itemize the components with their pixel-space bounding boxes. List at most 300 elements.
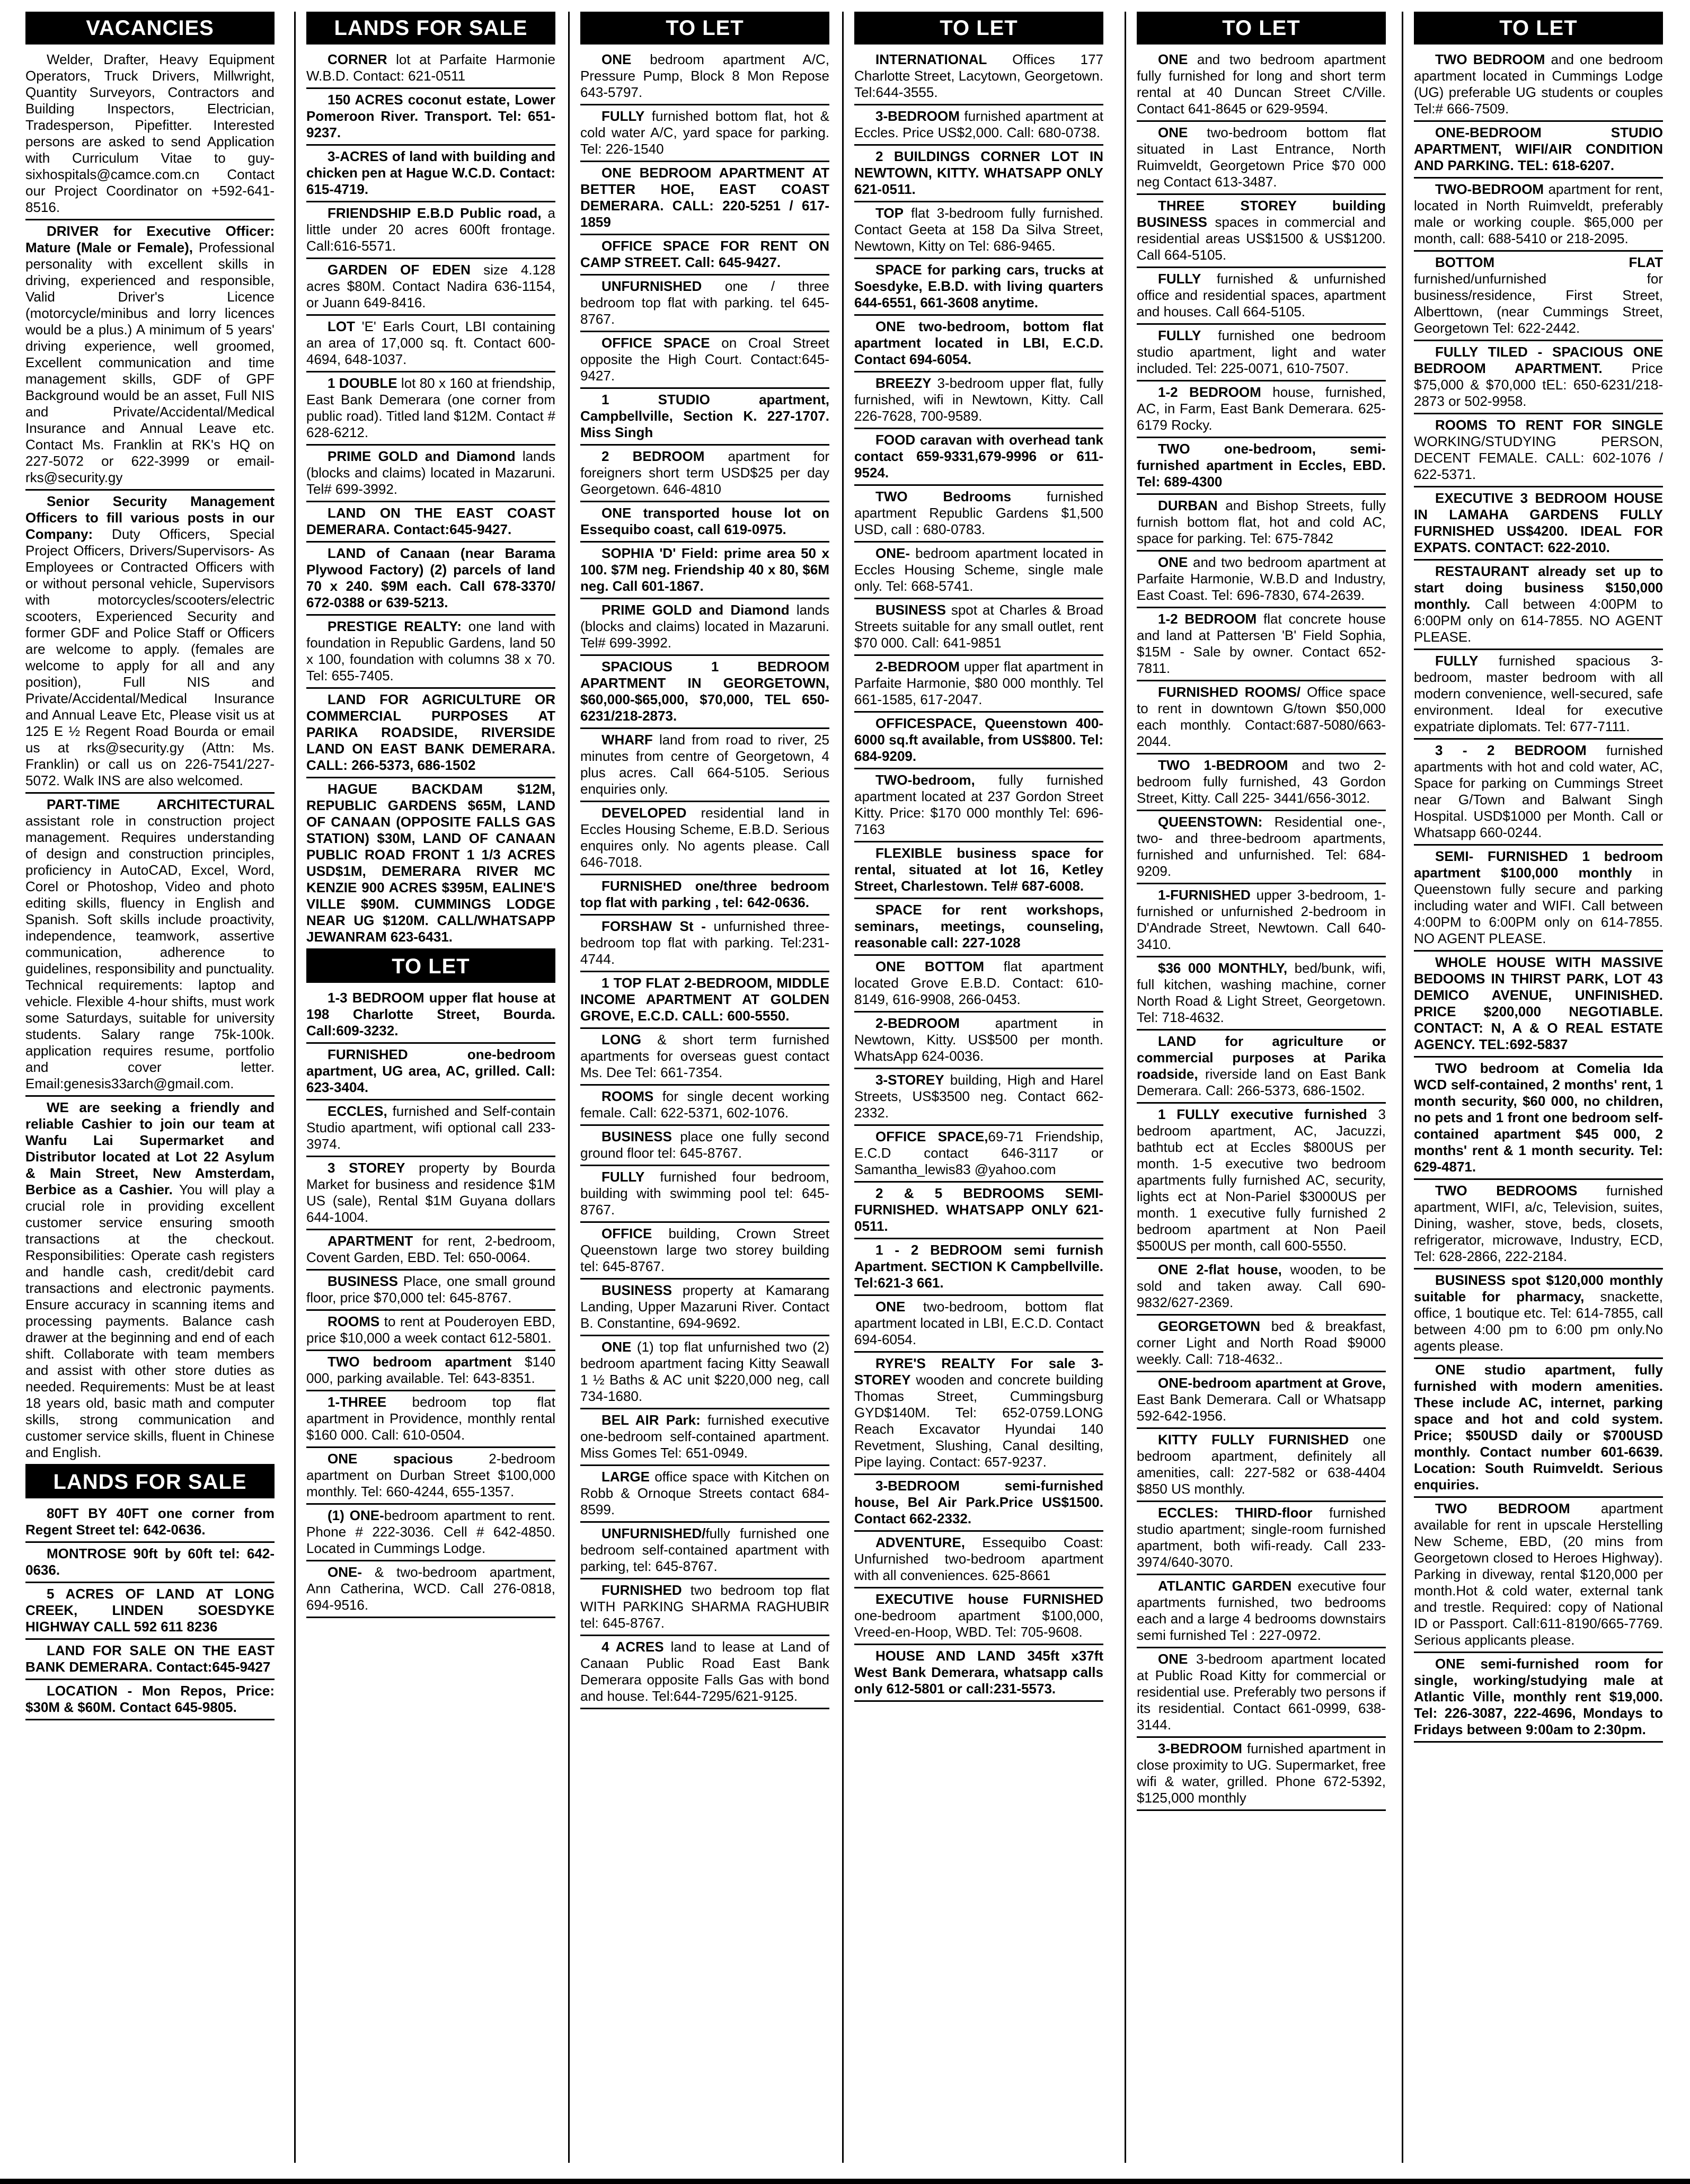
classified-ad [854,599,1103,656]
ad-lead: 1 DOUBLE [328,375,397,391]
ad-body: 2-bedroom apartment on Durban Street $100,000 monthly. Tel: 660-4244, 655-1357. [306,1451,555,1499]
classified-ad [854,1475,1103,1532]
classified-ad [306,987,555,1044]
ad-body: furnished apartment Republic Gardens $1,500 USD, call : 680-0783. [854,489,1103,537]
section-header: TO LET [306,950,555,983]
classified-ad [1137,325,1386,381]
ad-lead: OFFICE SPACE [601,335,710,351]
ad-body: property by Bourda Market for business and residence $1M US (sale), Rental $1M Guyana dollars 644-1004. [306,1160,555,1225]
classified-ad [580,235,829,276]
ad-body: property at Kamarang Landing, Upper Mazaruni River. Contact B. Constantine, 694-9692. [580,1282,829,1331]
ad-lead: FLEXIBLE business space for rental, situated at lot 16, Ketley Street, Charlestown. Tel# 687-6008. [854,845,1103,894]
classified-ad [580,1523,829,1579]
ad-body: bed & breakfast, corner Light and North Road $9000 weekly. Call: 718-4632.. [1137,1318,1386,1367]
ad-body: fully furnished apartment located at 237 Gordon Street Kitty. Price: $170 000 monthly Tel: 696-7163 [854,772,1103,837]
ad-lead: SPACIOUS 1 BEDROOM APARTMENT IN GEORGETOWN, $60,000-$65,000, $70,000, TEL 650-6231/218-2873. [580,659,829,724]
classified-ad [580,276,829,332]
ad-body: office space with Kitchen on Robb & Ornoque Streets contact 684-8599. [580,1469,829,1517]
classified-ad [580,1029,829,1086]
ad-body: apartment for rent, located in North Ruimveldt, preferably male or working couple. $65,000 per month, call: 688-5410 or 218-2095. [1414,181,1663,246]
ad-body: 69-71 Friendship, E.C.D contact 646-3117 or Samantha_lewis83 @yahoo.com [854,1129,1103,1177]
ad-body: & two-bedroom apartment, Ann Catherina, WCD. Call 276-0818, 694-9516. [306,1564,555,1613]
classified-ad [1414,650,1663,740]
ad-lead: $36 000 MONTHLY, [1158,960,1288,976]
ad-lead: PART-TIME ARCHITECTURAL [47,796,275,812]
ad-body: place one fully second ground floor tel: 645-8767. [580,1129,829,1161]
ad-lead: 1 FULLY executive furnished [1158,1106,1367,1122]
ad-body: on Croal Street opposite the High Court. Contact:645-9427. [580,335,829,384]
classified-ad [1414,846,1663,952]
ad-lead: INTERNATIONAL [875,51,987,67]
classified-ad [306,259,555,316]
ad-lead: 3 STOREY [328,1160,405,1176]
ad-lead: BUSINESS spot $120,000 monthly suitable for pharmacy, [1414,1272,1663,1304]
ad-lead: ROOMS TO RENT FOR SINGLE [1435,417,1663,433]
ad-body: apartment for foreigners short term USD$25 per day Georgetown. 646-4810 [580,448,829,497]
classified-ad [1137,754,1386,811]
ad-lead: 1-3 BEDROOM upper flat house at 198 Charlotte Street, Bourda. Call:609-3232. [306,990,555,1038]
section-header: TO LET [580,12,829,45]
classified-ad [1414,1498,1663,1653]
ad-lead: ONE [1158,125,1188,140]
classified-ad [854,1183,1103,1239]
ad-lead: ONE [875,1299,906,1315]
ad-lead: PRIME GOLD and Diamond [328,448,516,464]
ad-body: executive four apartments furnished, two bedrooms each and a large 4 bedrooms downstairs semi furnished Tel : 227-0972. [1137,1578,1386,1643]
classified-ad [1414,952,1663,1058]
ad-body: house, furnished, AC, in Farm, East Bank Demerara. 625-6179 Rocky. [1137,384,1386,433]
ad-lead: FULLY [601,108,645,124]
ad-body: Essequibo Coast: Unfurnished two-bedroom apartment with all conveniences. 625-8661 [854,1534,1103,1583]
ad-body: Office space to rent in downtown G/town $50,000 each monthly. Contact:687-5080/663-2044. [1137,684,1386,749]
ad-lead: FULLY [1158,271,1201,287]
classified-ad [306,1448,555,1505]
ad-lead: SPACE for rent workshops, seminars, meetings, counseling, reasonable call: 227-1028 [854,902,1103,951]
classified-ad [1137,681,1386,754]
column-3 [580,12,829,2160]
ad-lead: ONE 2-flat house, [1158,1262,1282,1277]
classified-ad [580,162,829,235]
ad-body: Place, one small ground floor, price $70,000 tel: 645-8767. [306,1273,555,1306]
section-header: VACANCIES [25,12,275,45]
ad-lead: ADVENTURE, [875,1534,966,1550]
ad-body: furnished bottom flat, hot & cold water A/C, yard space for parking. Tel: 226-1540 [580,108,829,157]
ad-lead: ONE transported house lot on Essequibo coast, call 619-0975. [580,505,829,537]
ad-body: bedroom top flat apartment in Providence, monthly rental $160 000. Call: 610-0504. [306,1394,555,1443]
classified-ad [1137,811,1386,884]
classified-ad [25,1583,275,1640]
classified-ad [1414,1359,1663,1498]
classified-ad [1414,122,1663,179]
ad-lead: 2 BUILDINGS CORNER LOT IN NEWTOWN, KITTY. WHATSAPP ONLY 621-0511. [854,148,1103,197]
classified-ad [1137,49,1386,122]
section-header: TO LET [854,12,1103,45]
classified-ad [1137,495,1386,552]
ad-lead: 1-2 BEDROOM [1158,384,1261,400]
ad-body: 3-bedroom upper flat, fully furnished, wifi in Newtown, Kitty. Call 226-7628, 700-9589. [854,375,1103,424]
classified-ad [854,105,1103,146]
ad-lead: ATLANTIC GARDEN [1158,1578,1292,1594]
ad-lead: 3-ACRES of land with building and chicken pen at Hague W.C.D. Contact: 615-4719. [306,148,555,197]
classified-ad [1414,341,1663,414]
ad-lead: BUSINESS [875,602,946,618]
ad-body: a little under 20 acres 600ft frontage. Call:616-5571. [306,205,555,254]
classified-ad [580,332,829,389]
ad-body: one bedroom apartment, definitely all amenities, call: 227-582 or 638-4404 $850 US monthly. [1137,1432,1386,1497]
classified-ad [1137,1738,1386,1811]
ad-lead: APARTMENT [328,1233,413,1249]
ad-body: fully furnished one bedroom self-contained apartment with parking, tel: 645-8767. [580,1525,829,1574]
ad-lead: LOCATION - Mon Repos, Price: $30M & $60M. Contact 645-9805. [25,1683,275,1715]
ad-lead: ONE two-bedroom, bottom flat apartment located in LBI, E.C.D. Contact 694-6054. [854,318,1103,367]
ad-lead: LONG [601,1032,642,1047]
ad-body: upper 3-bedroom, 1-furnished or unfurnished 2-bedroom in D'Andrade Street, Newtown. Call 640-3410. [1137,887,1386,952]
classified-ad [1137,122,1386,195]
classified-ad [1414,561,1663,650]
ad-body: East Bank Demerara. Call or Whatsapp 592-642-1956. [1137,1391,1386,1424]
ad-lead: OFFICE SPACE FOR RENT ON CAMP STREET. Call: 645-9427. [580,238,829,270]
classified-ad [580,1166,829,1223]
classified-ad [25,491,275,794]
ad-body: for rent, 2-bedroom, Covent Garden, EBD. Tel: 650-0064. [306,1233,555,1265]
classified-ad [854,429,1103,486]
classified-ad [854,202,1103,259]
ad-body: furnished/unfurnished for business/residence, First Street, Alberttown, (near Cummings Street, Georgetown Tel: 622-2442. [1414,271,1663,336]
classified-ad [306,446,555,502]
ad-lead: LAND for agriculture or commercial purposes at Parika roadside, [1137,1033,1386,1082]
classified-ad [854,372,1103,429]
ad-body: wooden, to be sold and taken away. Call 690-9832/627-2369. [1137,1262,1386,1310]
ad-lead: LAND of Canaan (near Barama Plywood Factory) (2) parcels of land 70 x 240. $9M each. Call 678-3370/ 672-0388 or 639-5213. [306,545,555,610]
ad-body: furnished and Self-contain Studio apartment, wifi optional call 233-3974. [306,1103,555,1152]
ad-body: furnished apartments with hot and cold water, AC, Space for parking on Cummings Street near G/Town and Balwant Singh Hospital. USD$1000 per Month. Call or Whatsapp 660-0244. [1414,742,1663,840]
classified-ad [580,1223,829,1280]
ad-lead: PRESTIGE REALTY: [328,618,462,634]
ad-lead: 1 STUDIO apartment, Campbellville, Section K. 227-1707. Miss Singh [580,392,829,440]
classified-ad [1137,1316,1386,1372]
ad-lead: FURNISHED [601,1582,682,1598]
ad-lead: OFFICE [601,1226,652,1241]
ad-lead: 150 ACRES coconut estate, Lower Pomeroon River. Transport. Tel: 651-9237. [306,92,555,140]
ad-body: land from road to river, 25 minutes from centre of Georgetown, 4 plus acres. Call 664-5105. Serious enquiries only. [580,732,829,797]
classified-ad [1414,1269,1663,1359]
ad-body: spot at Charles & Broad Streets suitable for any small outlet, rent $70 000. Call: 641-9851 [854,602,1103,651]
classified-ad [580,502,829,543]
ad-body: furnished executive one-bedroom self-contained apartment. Miss Gomes Tel: 651-0949. [580,1412,829,1461]
classified-ad [1137,1575,1386,1648]
classified-ad [580,1466,829,1523]
ad-lead: WHOLE HOUSE WITH MASSIVE BEDOOMS IN THIRST PARK, LOT 43 DEMICO AVENUE, UNFINISHED. PRICE $200,000 NEGOTIABLE. CONTACT: N, A & O REAL ESTATE AGENCY. TEL:692-5837 [1414,954,1663,1052]
ad-lead: TWO bedroom apartment [328,1354,512,1370]
classified-ad [854,543,1103,599]
ad-lead: LAND FOR AGRICULTURE OR COMMERCIAL PURPOSES AT PARIKA ROADSIDE, RIVERSIDE LAND ON EAST BANK DEMERARA. CALL: 266-5373, 686-1502 [306,691,555,773]
ad-body: and one bedroom apartment located in Cummings Lodge (UG) preferable UG students or couples Tel:# 666-7509. [1414,51,1663,117]
classified-ad [580,972,829,1029]
classified-ad [1137,552,1386,608]
classified-ad [854,49,1103,105]
ad-lead: ONE- [875,545,910,561]
ad-lead: TWO Bedrooms [875,489,1012,504]
ad-lead: 2 BEDROOM [601,448,705,464]
classified-ad [854,1532,1103,1588]
ad-lead: WHARF [601,732,653,748]
ad-lead: RESTAURANT already set up to start doing business $150,000 monthly. [1414,563,1663,612]
ad-body: two bedroom top flat WITH PARKING SHARMA RAGHUBIR tel: 645-8767. [580,1582,829,1631]
ad-lead: EXECUTIVE 3 BEDROOM HOUSE IN LAMAHA GARDENS FULLY FURNISHED US$4200. IDEAL FOR EXPATS. CONTACT: 622-2010. [1414,490,1663,555]
classified-ad [854,769,1103,842]
ad-lead: SOPHIA 'D' Field: prime area 50 x 100. $7M neg. Friendship 40 x 80, $6M neg. Call 601-1867. [580,545,829,594]
ad-body: building, Crown Street Queenstown large two storey building tel: 645-8767. [580,1226,829,1274]
classified-ad [854,1239,1103,1296]
ad-lead: ONE [601,1339,632,1355]
ad-lead: 1 TOP FLAT 2-BEDROOM, MIDDLE INCOME APARTMENT AT GOLDEN GROVE, E.C.D. CALL: 600-5550. [580,975,829,1024]
ad-body: residential land in Eccles Housing Scheme, E.B.D. Serious enquires only. No agents please. Call 646-7018. [580,805,829,870]
classified-ad [25,1640,275,1680]
classified-ad [580,1409,829,1466]
classified-ad [1414,49,1663,122]
ad-body: furnished studio apartment; single-room furnished apartment, both wifi-ready. Call 233-3974/640-3070. [1137,1505,1386,1570]
ad-body: flat concrete house and land at Pattersen 'B' Field Sophia, $15M - Sale by owner. Contact 652-7811. [1137,611,1386,676]
ad-body: riverside land on East Bank Demerara. Call: 266-5373, 686-1502. [1137,1066,1386,1098]
classified-ad [306,689,555,778]
classified-ad [306,1100,555,1157]
classified-ad [1414,1180,1663,1269]
classified-ad [1137,884,1386,957]
ad-lead: GARDEN OF EDEN [328,262,471,278]
classified-ad [306,316,555,372]
classified-ad [1137,957,1386,1031]
ad-body: Professional personality with excellent skills in driving, experienced and responsible, Valid Driver's Licence (motorcycle/minibus and lorry licences would be a plus.) A minimum of 5 years' driving experience, well groomed, Excellent communication and time management skills, GDF of GPF Background would be an asset, Full NIS and Private/Accidental/Medical Insurance and Annual Leave etc. Contact Ms. Franklin at RK's HQ on 227-5072 or 622-3999 or email-rks@security.gy [25,239,275,485]
classified-ad [1137,1372,1386,1429]
ad-body: $140 000, parking available. Tel: 643-8351. [306,1354,555,1386]
ad-body: 3 bedroom apartment, AC, Jacuzzi, bathtub ect at Eccles $800US per month. 1-5 executive two bedroom apartments fully furnished AC, security, lights ect at Non-Pariel $3000US per month. 1 executive fully furnished 2 bedroom apartment at Non Paeil $500US per month, call 600-5550. [1137,1106,1386,1254]
ad-lead: 1-THREE [328,1394,387,1410]
classified-ad [854,486,1103,543]
classified-ad [580,599,829,656]
classified-ad [306,778,555,950]
ad-lead: ROOMS [601,1088,654,1104]
ad-lead: ECCLES: THIRD-floor [1158,1505,1313,1521]
ad-lead: BEL AIR Park: [601,1412,701,1428]
ad-body: two-bedroom bottom flat situated in Last Entrance, North Ruimveldt, Georgetown Price $70 000 neg Contact 613-3487. [1137,125,1386,190]
ad-body: Price $75,000 & $70,000 tEL: 650-6231/218-2873 or 502-9958. [1414,360,1663,409]
ad-lead: 3-STOREY [875,1072,944,1088]
section-header: TO LET [1414,12,1663,45]
ad-lead: TWO one-bedroom, semi-furnished apartment in Eccles, EBD. Tel: 689-4300 [1137,441,1386,490]
classified-ad [1137,1104,1386,1259]
ad-lead: ONE [601,51,632,67]
ad-body: upper flat apartment in Parfaite Harmonie, $80 000 monthly. Tel 661-1585, 617-2047. [854,659,1103,707]
classified-ad [580,875,829,916]
ad-body: land to lease at Land of Canaan Public Road East Bank Demerara opposite Falls Gas with bond and house. Tel:644-7295/621-9125. [580,1639,829,1704]
ad-lead: LAND ON THE EAST COAST DEMERARA. Contact:645-9427. [306,505,555,537]
ad-lead: UNFURNISHED/ [601,1525,706,1541]
column-6 [1414,12,1663,2160]
classified-ad [1137,1648,1386,1738]
ad-lead: TWO BEDROOM [1435,51,1545,67]
classified-ad [306,1157,555,1230]
ad-body: bedroom apartment to rent. Phone # 222-3036. Cell # 642-4850. Located in Cummings Lodge. [306,1507,555,1556]
ad-body: in Queenstown fully secure and parking including water and WIFI. Call between 4:00PM to 6:00PM only on 614-7855. NO AGENT PLEASE. [1414,865,1663,946]
classified-ad [580,729,829,802]
ad-lead: BREEZY [875,375,932,391]
ad-lead: 3 - 2 BEDROOM [1435,742,1587,758]
ad-lead: BUSINESS [328,1273,398,1289]
ad-body: Call between 4:00PM to 6:00PM only on 614-7855. NO AGENT PLEASE. [1414,596,1663,645]
classified-ad [306,372,555,446]
ad-body: and two bedroom apartment at Parfaite Harmonie, W.B.D and Industry, East Coast. Tel: 696-7830, 674-2639. [1137,554,1386,603]
classified-ad [854,316,1103,372]
classified-ad [854,146,1103,202]
classified-ad [306,89,555,146]
ad-lead: GEORGETOWN [1158,1318,1261,1334]
ad-body: wooden and concrete building Thomas Street, Cummingsburg GYD$140M. Tel: 652-0759.LONG Reach Excavator Hyundai 140 Revetment, Slushing, Canal desilting, Pipe laying. Contact: 657-9237. [854,1372,1103,1470]
ad-lead: 2 & 5 BEDROOMS SEMI-FURNISHED. WHATSAPP ONLY 621-0511. [854,1185,1103,1234]
ad-body: & short term furnished apartments for overseas guest contact Ms. Dee Tel: 661-7354. [580,1032,829,1080]
classified-ad [1414,487,1663,561]
classified-ad [306,1505,555,1561]
classified-ad [306,1391,555,1448]
ad-body: size 4.128 acres $80M. Contact Nadira 636-1154, or Juann 649-8416. [306,262,555,310]
section-header: LANDS FOR SALE [25,1466,275,1498]
ad-body: bedroom apartment A/C, Pressure Pump, Block 8 Mon Repose 643-5797. [580,51,829,100]
classified-ad [1137,1502,1386,1575]
ad-body: furnished spacious 3-bedroom, master bedroom with all modern convenience, well-secured, safe environment. Ideal for executive expatriate diplomats. Tel: 677-7111. [1414,653,1663,734]
classified-ad [306,1230,555,1271]
ad-body: and two 2-bedroom fully furnished, 43 Gordon Street, Kitty. Call 225- 3441/656-3012. [1137,757,1386,806]
ad-lead: KITTY FULLY FURNISHED [1158,1432,1349,1448]
classified-ad [854,656,1103,713]
ad-lead: TOP [875,205,904,221]
classified-ad [306,1311,555,1351]
classified-ad [306,49,555,89]
classified-ad [25,1097,275,1466]
ad-body: unfurnished three-bedroom top flat with parking. Tel:231-4744. [580,918,829,967]
classified-ad [1137,1031,1386,1104]
classified-ad [306,1271,555,1311]
ad-body: furnished four bedroom, building with swimming pool tel: 645-8767. [580,1169,829,1218]
column-divider [1125,12,1126,2163]
ad-lead: TWO BEDROOMS [1435,1183,1578,1198]
classified-ad [580,1126,829,1166]
ad-body: building, High and Harel Streets, US$3500 neg. Contact 662-2332. [854,1072,1103,1121]
ad-lead: 1 - 2 BEDROOM semi furnish Apartment. SECTION K Campbellville. Tel:621-3 661. [854,1242,1103,1291]
ad-body: to rent at Pouderoyen EBD, price $10,000 a week contact 612-5801. [306,1313,555,1346]
ad-body: one / three bedroom top flat with parking. tel 645-8767. [580,278,829,327]
ad-lead: FURNISHED ROOMS/ [1158,684,1301,700]
classified-ad [306,146,555,202]
ad-body: Offices 177 Charlotte Street, Lacytown, Georgetown. Tel:644-3555. [854,51,1103,100]
column-2 [306,12,555,2160]
classified-ad [1137,608,1386,681]
ad-lead: FURNISHED one/three bedroom top flat with parking , tel: 642-0636. [580,878,829,910]
ad-lead: ONE-BEDROOM STUDIO APARTMENT, WIFI/AIR CONDITION AND PARKING. TEL: 618-6207. [1414,125,1663,173]
ad-lead: MONTROSE 90ft by 60ft tel: 642-0636. [25,1546,275,1578]
ad-lead: Senior Security Management Officers to fill various posts in our Company: [25,493,275,542]
classified-ad [306,202,555,259]
ad-body: one-bedroom apartment $100,000, Vreed-en-Hoop, WBD. Tel: 705-9608. [854,1608,1103,1640]
ad-lead: ONE [1158,1651,1188,1667]
ad-lead: FULLY [601,1169,645,1185]
classified-ad [1137,1259,1386,1316]
classified-ad [854,842,1103,899]
classified-ad [580,1579,829,1636]
classified-ad [854,259,1103,316]
classified-ad [580,916,829,972]
ad-lead: 2-BEDROOM [875,659,960,674]
classified-ad [854,1588,1103,1645]
classified-ad [580,1086,829,1126]
classified-ad [306,543,555,616]
ad-body: and two bedroom apartment fully furnished for long and short term rental at 40 Duncan Street C/Ville. Contact 641-8645 or 629-9594. [1137,51,1386,117]
classified-ad [25,49,275,220]
ad-lead: QUEENSTOWN: [1158,814,1263,830]
classified-ad [1137,381,1386,438]
column-divider [294,12,296,2163]
ad-lead: RYRE'S REALTY For sale 3-STOREY [854,1355,1103,1388]
ad-lead: ONE [1158,554,1188,570]
classified-ad [25,1503,275,1543]
ad-lead: 3-BEDROOM semi-furnished house, Bel Air Park.Price US$1500. Contact 662-2332. [854,1478,1103,1526]
ad-lead: 3-BEDROOM [875,108,960,124]
ad-body: furnished apartment, WIFI, a/c, Television, suites, Dining, washer, stove, beds, closets, refrigerator, microwave, Industry, ECD, Tel: 628-2866, 222-2184. [1414,1183,1663,1264]
ad-body: bed/bunk, wifi, full kitchen, washing machine, corner North Road & Light Street, Georgetown. Tel: 718-4632. [1137,960,1386,1025]
ad-lead: PRIME GOLD and Diamond [601,602,790,618]
ad-lead: BUSINESS [601,1129,672,1144]
ad-lead: TWO BEDROOM [1435,1501,1570,1516]
classified-ad [1414,414,1663,487]
column-divider [568,12,570,2163]
ad-lead: 4 ACRES [601,1639,664,1655]
classified-ad [854,713,1103,769]
ad-lead: TWO-BEDROOM [1435,181,1544,197]
ad-lead: WE are seeking a friendly and reliable Cashier to join our team at Wanfu Lai Supermarket and Distributor located at Lot 22 Asylum & Main Street, New Amsterdam, Berbice as a Cashier. [25,1099,275,1197]
classified-ad [854,1126,1103,1183]
ad-lead: LAND FOR SALE ON THE EAST BANK DEMERARA. Contact:645-9427 [25,1643,275,1675]
classified-ad [854,1645,1103,1702]
ad-lead: ONE semi-furnished room for single, working/studying male at Atlantic Ville, monthly rent $19,000. Tel: 226-3087, 222-4696, Mondays to Fridays between 9:00am to 2:30pm. [1414,1656,1663,1737]
classified-ad [1414,1653,1663,1743]
ad-lead: 80FT BY 40FT one corner from Regent Street tel: 642-0636. [25,1505,275,1538]
section-header: LANDS FOR SALE [306,12,555,45]
section-header: TO LET [1137,12,1386,45]
ad-lead: FULLY [1158,327,1201,343]
classified-ad [580,49,829,105]
ad-lead: FULLY TILED - SPACIOUS ONE BEDROOM APARTMENT. [1414,344,1663,376]
ad-lead: ONE BEDROOM APARTMENT AT BETTER HOE, EAST COAST DEMERARA. CALL: 220-5251 / 617-1859 [580,165,829,230]
ad-lead: HOUSE AND LAND 345ft x37ft West Bank Demerara, whatsapp calls only 612-5801 or call:231-5573. [854,1648,1103,1697]
ad-lead: OFFICE SPACE, [875,1129,988,1144]
ad-body: apartment available for rent in upscale Herstelling New Scheme, EBD, (20 mins from Georgetown closed to Heroes Highway). Parking in diveway, rental $120,000 per month.Hot & cold water, external tank and trestle. Required: copy of National ID or Passport. Call:611-8190/665-7769. Serious applicants please. [1414,1501,1663,1648]
ad-body: Duty Officers, Special Project Officers, Drivers/Supervisors- As Employees or Contracted Officers with or without personal vehicle, Supervisors with motorcycles/scooters/electric scooters, Experienced Security and former GDF and Police Staff or Officers are welcome to apply. (females are welcome to apply for all and any position), Full NIS and Private/Accidental/Medical Insurance and Annual Leave Etc, Please visit us at 125 E ½ Regent Road Bourda or email us at rks@security.gy (Attn: Ms. Franklin) or call us on 226-7541/227-5072. Walk INS are also welcomed. [25,526,275,788]
ad-lead: DURBAN [1158,498,1218,513]
classified-ad [1414,1058,1663,1180]
classified-ad [306,1351,555,1391]
classified-ad [1137,195,1386,268]
ad-body: for single decent working female. Call: 622-5371, 602-1076. [580,1088,829,1121]
classified-ad [580,1336,829,1409]
classified-ad [25,1543,275,1583]
ad-lead: TWO 1-BEDROOM [1158,757,1288,773]
ad-body: Residential one-, two- and three-bedroom apartments, furnished and unfurnished. Tel: 684-9209. [1137,814,1386,879]
ad-body: two-bedroom, bottom flat apartment located in LBI, E.C.D. Contact 694-6054. [854,1299,1103,1347]
ad-lead: ONE studio apartment, fully furnished with modern amenities. These include AC, internet, parking space and hot and cold system. Price; $50USD daily or $700USD monthly. Contact number 601-6639. Location: South Ruimveldt. Serious enquiries. [1414,1362,1663,1493]
ad-body: one land with foundation in Republic Gardens, land 50 x 100, foundation with columns 38 x 70. Tel: 655-7405. [306,618,555,683]
ad-lead: THREE STOREY building BUSINESS [1137,198,1386,230]
ad-body: WORKING/STUDYING PERSON, DECENT FEMALE. CALL: 602-1076 / 622-5371. [1414,433,1663,482]
ad-body: lot at Parfaite Harmonie W.B.D. Contact: 621-0511 [306,51,555,84]
ad-lead: TWO-bedroom, [875,772,975,788]
